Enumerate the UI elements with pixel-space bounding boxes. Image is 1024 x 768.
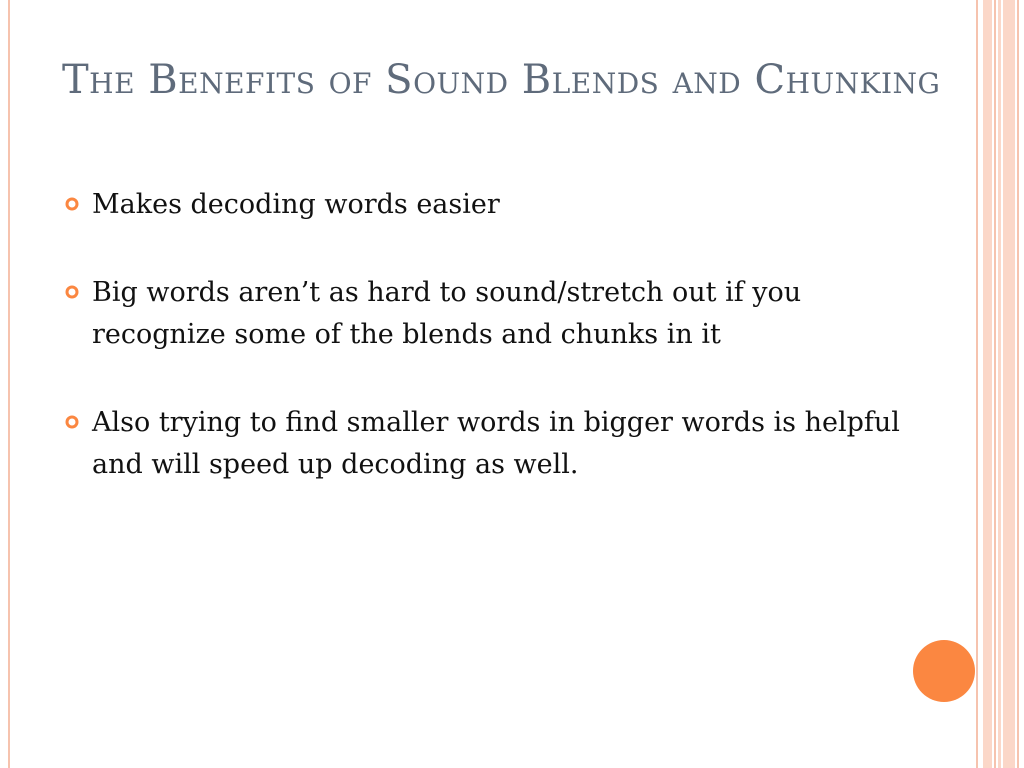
bullet-text: Also trying to find smaller words in bigger words is helpful and will speed up decoding as well. bbox=[92, 407, 900, 480]
circle-bullet-icon bbox=[65, 197, 79, 211]
slide-title: The Benefits of Sound Blends and Chunking bbox=[62, 57, 941, 103]
right-border-stripe bbox=[983, 0, 992, 768]
right-border-stripe bbox=[1003, 0, 1015, 768]
bullet-item bbox=[62, 272, 902, 356]
bullet-text: Big words aren’t as hard to sound/stretch out if you recognize some of the blends and chunks in it bbox=[92, 277, 802, 350]
bullet-item bbox=[62, 184, 902, 226]
left-border-line bbox=[8, 0, 10, 768]
right-border-stripe bbox=[1017, 0, 1019, 768]
right-border-stripe bbox=[998, 0, 1001, 768]
bullet-text: Makes decoding words easier bbox=[92, 189, 500, 220]
circle-bullet-icon bbox=[65, 415, 79, 429]
right-border-stripe bbox=[976, 0, 978, 768]
bullet-item bbox=[62, 402, 902, 486]
circle-bullet-icon bbox=[65, 285, 79, 299]
bullet-list bbox=[62, 184, 902, 532]
orange-circle bbox=[913, 640, 975, 702]
right-border-stripe bbox=[994, 0, 996, 768]
